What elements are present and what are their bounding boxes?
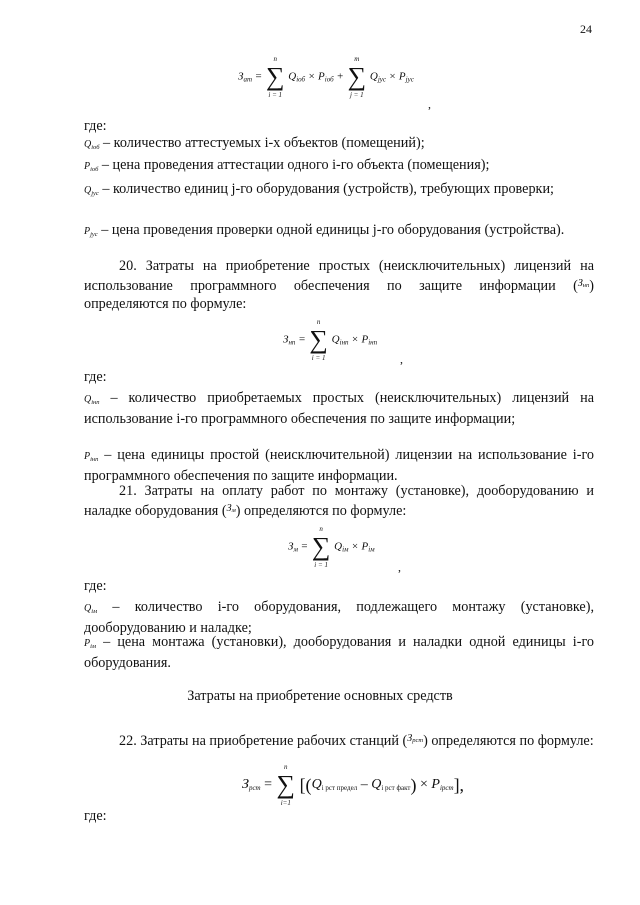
- paragraph-text: 21. Затраты на оплату работ по монтажу (установке), дооборудованию и наладке оборудования (: [84, 483, 594, 520]
- definition-symbol: $Q_{iнп}$: [84, 394, 100, 406]
- formula-symbol: P: [398, 70, 406, 83]
- formula-subscript: jус: [405, 75, 414, 84]
- definition-symbol: $P_{iм}$: [84, 638, 97, 650]
- definition-p-jus: [84, 222, 594, 243]
- definition-symbol: $P_{iоб}$: [84, 161, 99, 173]
- sum-lower-limit: j = 1: [349, 91, 364, 99]
- definition-symbol: $Q_{iм}$: [84, 603, 98, 615]
- formula-operator: ×: [307, 70, 316, 83]
- formula-trailing-comma: ,: [400, 352, 403, 366]
- sum-upper-limit: n: [273, 55, 277, 63]
- sum-symbol: ∑ n i = 1: [265, 55, 285, 99]
- formula-trailing-comma: ,: [398, 560, 401, 574]
- formula-attestation: [238, 55, 414, 99]
- paragraph-text: 22. Затраты на приобретение рабочих станций (: [119, 733, 408, 749]
- sum-upper-limit: m: [354, 55, 360, 63]
- definition-text: – цена проведения аттестации одного i-го объекта (помещения);: [98, 157, 490, 173]
- paragraph-text: 20. Затраты на приобретение простых (неисключительных) лицензий на использование программного обеспечения по защите информации (: [84, 258, 594, 295]
- formula-symbol: P: [318, 70, 325, 83]
- inline-symbol: Зрст: [407, 733, 424, 744]
- inline-symbol: Знп: [577, 278, 590, 290]
- formula-operator: +: [336, 70, 344, 83]
- sum-lower-limit: i = 1: [268, 91, 283, 99]
- sum-symbol: ∑ n i=1: [276, 763, 296, 807]
- formula-licenses: $З_{нп}$ = ∑ n i = 1 $Q_{iнп} \times P_{iнп}$: [283, 318, 378, 362]
- definition-q-iob: [84, 135, 594, 156]
- definition-text: – количество аттестуемых i-х объектов (помещений);: [99, 135, 425, 151]
- definition-text: – цена монтажа (установки), дооборудования и наладки одной единицы i-го оборудования.: [84, 634, 594, 672]
- formula-operator: ×: [388, 70, 397, 83]
- definition-p-im: [84, 634, 594, 673]
- definition-text: – цена единицы простой (неисключительной) лицензии на использование i-го программного обеспечения по защите информации.: [84, 447, 594, 485]
- sum-symbol: ∑ n i = 1: [309, 318, 328, 362]
- paragraph-21: [84, 483, 594, 521]
- where-label: где:: [84, 369, 107, 385]
- formula-symbol: Q: [288, 70, 297, 83]
- section-heading: Затраты на приобретение основных средств: [187, 688, 453, 704]
- definition-symbol: $Q_{jус}$: [84, 185, 99, 197]
- sum-symbol: ∑ m j = 1: [347, 55, 367, 99]
- formula-trailing-comma: ,: [428, 97, 431, 111]
- formula-operator: =: [254, 70, 263, 83]
- formula-workstations: $З_{рст}$ = ∑ n i=1 $[(Q_{i рст предел} - Q_{i рст факт}) \times P_{iрст}]$,: [242, 763, 465, 807]
- paragraph-22: [84, 730, 594, 750]
- formula-subscript: iоб: [324, 75, 334, 84]
- definition-q-jus: [84, 181, 594, 202]
- formula-subscript: iоб: [296, 75, 306, 84]
- definition-symbol: $Q_{iоб}$: [84, 139, 100, 151]
- sum-symbol: ∑ n i = 1: [311, 525, 331, 569]
- formula-installation: $З_м$ = ∑ n i = 1 $Q_{iм} \times P_{iм}$: [288, 525, 375, 569]
- formula-subscript: jус: [377, 75, 386, 84]
- definition-text: – цена проведения проверки одной единицы j-го оборудования (устройства).: [97, 222, 565, 238]
- definition-text: – количество единиц j-го оборудования (устройств), требующих проверки;: [98, 181, 554, 197]
- paragraph-text: ) определяются по формуле:: [423, 733, 594, 749]
- definition-text: – количество i-го оборудования, подлежащего монтажу (установке), дооборудованию и наладке;: [84, 599, 594, 637]
- definition-text: – количество приобретаемых простых (неисключительных) лицензий на использование i-го программного обеспечения по защите информации;: [84, 390, 594, 428]
- definition-q-im: [84, 599, 594, 638]
- where-label: где:: [84, 118, 107, 134]
- inline-symbol: Зм: [226, 503, 236, 515]
- formula-subscript: ат: [243, 75, 253, 84]
- where-label: где:: [84, 578, 107, 594]
- definition-p-iob: [84, 157, 594, 178]
- definition-symbol: $P_{iнп}$: [84, 451, 99, 463]
- paragraph-text: ) определяются по формуле:: [84, 278, 594, 312]
- page-number: 24: [580, 22, 592, 36]
- formula-symbol: З: [238, 70, 244, 83]
- paragraph-text: ) определяются по формуле:: [235, 503, 407, 520]
- formula-symbol: Q: [369, 70, 378, 83]
- definition-q-inp: [84, 390, 594, 429]
- definition-p-inp: [84, 447, 594, 486]
- definition-symbol: $P_{jус}$: [84, 226, 98, 238]
- where-label: где:: [84, 808, 107, 824]
- paragraph-20: [84, 258, 594, 313]
